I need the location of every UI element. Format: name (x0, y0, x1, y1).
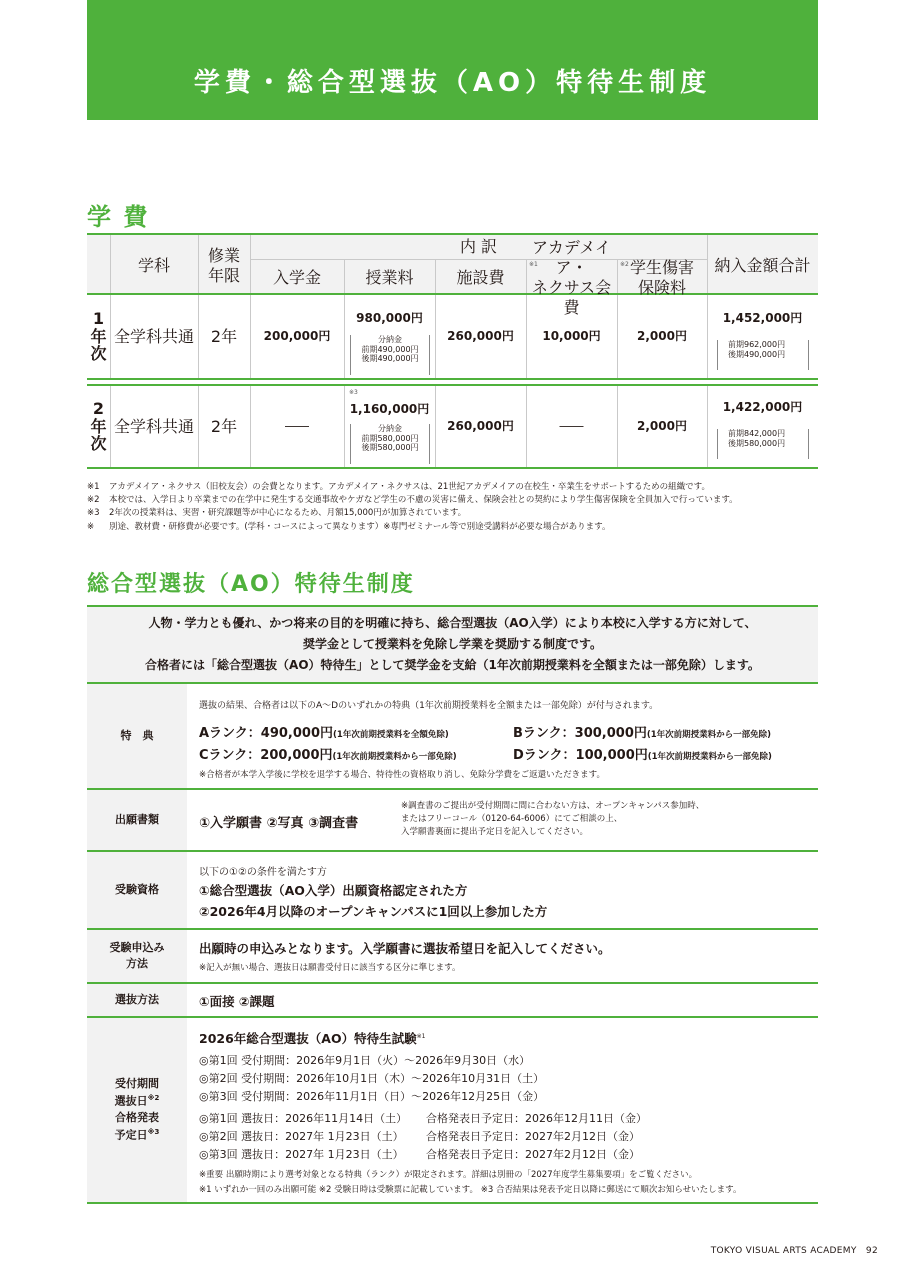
tuition-notes (87, 481, 818, 534)
apply-label: 受験申込み 方法 (87, 930, 187, 982)
years-cell: 2年 (210, 326, 238, 346)
total-installment-note: 前期962,000円 後期490,000円 (717, 340, 809, 370)
page-title: 学費・総合型選抜（AO）特待生制度 (193, 67, 712, 98)
department-cell: 全学科共通 (113, 326, 194, 346)
note-line: ※2 本校では、入学日より卒業までの在学中に発生する交通事故やケガなど学生の不慮の災害に備え、保険会社との契約により学生傷害保険を全員加入で行っています。 (87, 495, 738, 506)
ao-row-schedule (87, 1018, 818, 1204)
facility-cell: 260,000円 (447, 419, 514, 433)
tuition-installment-note: 分納金 前期490,000円 後期490,000円 (350, 335, 430, 375)
tuition-heading: 学 費 (87, 203, 150, 231)
header-admission: 入学金 (272, 268, 321, 287)
schedule-note: ※1 いずれか一回のみ出願可能 ※2 受験日時は受験票に記載しています。 ※3 合否結果は発表予定日以降に郵送にて順次お知らせいたします。 (199, 1185, 742, 1195)
result-date: 合格発表日予定日：2027年2月12日（金） (426, 1130, 640, 1143)
total-cell: 1,422,000円 (722, 399, 803, 414)
selection-date: ◎第1回 選抜日：2026年11月14日（土） (199, 1112, 408, 1125)
year-label: 1 年 次 (90, 309, 107, 364)
academia-cell: 10,000円 (542, 329, 601, 343)
department-cell: 全学科共通 (113, 416, 194, 436)
schedule-title: 2026年総合型選抜（AO）特待生試験$^{※1}$ (199, 1031, 426, 1046)
eligibility-item: ①総合型選抜（AO入学）出願資格認定された方 (199, 883, 468, 898)
documents-note: ※調査書のご提出が受付期間に間に合わない方は、オープンキャンパス参加時、 またはフリーコール（0120-64-6006）にてご相談の上、 入学願書裏面に提出予定日を記入してください。 (401, 801, 705, 838)
total-cell: 1,452,000円 (722, 310, 803, 325)
header-tuition: 授業料 (365, 268, 414, 287)
header-years: 修業 年限 (207, 246, 240, 285)
eligibility-item: ②2026年4月以降のオープンキャンパスに1回以上参加した方 (199, 904, 548, 919)
note-line: ※3 2年次の授業料は、実習・研究課題等が中心になるため、月額15,000円が加算されています。 (87, 508, 467, 519)
admission-cell: ―― (285, 419, 309, 433)
tuition-cell: 1,160,000円 (349, 401, 430, 416)
page-banner (87, 0, 818, 120)
documents-items: ①入学願書 ②写真 ③調査書 (199, 816, 359, 831)
note-line: ※1 アカデメイア・ネクサス（旧校友会）の会費となります。アカデメイア・ネクサスは、21世紀アカデメイアの在校生・卒業生をサポートするための組織です。 (87, 482, 710, 492)
page-footer: TOKYO VISUAL ARTS ACADEMY 92 (710, 1246, 878, 1256)
ao-row-documents (87, 790, 818, 852)
tuition-installment-note: 分納金 前期580,000円 後期580,000円 (350, 424, 430, 464)
rank-d: Dランク：100,000円(1年次前期授業料から一部免除) (513, 748, 772, 763)
reception-period: ◎第2回 受付期間：2026年10月1日（木）～2026年10月31日（土） (199, 1072, 545, 1085)
header-facility: 施設費 (456, 268, 505, 287)
ao-row-method (87, 984, 818, 1018)
reception-period: ◎第3回 受付期間：2026年11月1日（日）～2026年12月25日（金） (199, 1090, 545, 1103)
method-label: 選抜方法 (87, 984, 187, 1016)
admission-cell: 200,000円 (263, 329, 331, 343)
documents-label: 出願書類 (87, 790, 187, 850)
ao-heading: 総合型選抜（AO）特待生制度 (87, 572, 415, 597)
header-breakdown: 内 訳 (459, 237, 498, 256)
tuition-mark: ※3 (349, 389, 358, 396)
academia-cell: ―― (559, 419, 584, 433)
insurance-cell: 2,000円 (637, 329, 687, 343)
schedule-label: 受付期間 選抜日$^{※2}$ 合格発表 予定日$^{※3}$ (87, 1018, 187, 1202)
ao-row-apply (87, 930, 818, 984)
intro-line: 合格者には「総合型選抜（AO）特待生」として奨学金を支給（1年次前期授業料を全額または一部免除）します。 (145, 658, 760, 672)
selection-date: ◎第3回 選抜日：2027年 1月23日（土） (199, 1148, 404, 1161)
tuition-table (87, 233, 818, 454)
rank-a: Aランク：490,000円(1年次前期授業料を全額免除) (199, 726, 449, 741)
tuition-cell: 980,000円 (356, 310, 423, 325)
header-academia: アカデメイア・ ネクサス会費 (531, 238, 612, 317)
insurance-cell: 2,000円 (637, 419, 687, 433)
tuition-table-header (87, 233, 818, 317)
intro-line: 人物・学力とも優れ、かつ将来の目的を明確に持ち、総合型選抜（AO入学）により本校に入学する方に対して、 (148, 616, 757, 630)
benefits-label: 特 典 (87, 684, 187, 788)
apply-note: ※記入が無い場合、選抜日は願書受付日に該当する区分に準じます。 (199, 963, 461, 973)
facility-cell: 260,000円 (447, 329, 514, 343)
reception-period: ◎第1回 受付期間：2026年9月1日（火）～2026年9月30日（水） (199, 1054, 531, 1067)
rank-b: Bランク：300,000円(1年次前期授業料から一部免除) (513, 726, 772, 741)
academia-mark: ※1 (529, 261, 538, 268)
method-text: ①面接 ②課題 (199, 994, 275, 1009)
header-insurance: 学生傷害 保険料 (629, 258, 694, 297)
schedule-note: ※重要 出願時期により選考対象となる特典（ランク）が限定されます。詳細は別冊の「2027年度学生募集要項」をご覧ください。 (199, 1170, 698, 1180)
apply-main: 出願時の申込みとなります。入学願書に選抜希望日を記入してください。 (199, 941, 611, 956)
selection-date: ◎第2回 選抜日：2027年 1月23日（土） (199, 1130, 404, 1143)
insurance-mark: ※2 (620, 261, 629, 268)
ao-intro (87, 605, 818, 684)
result-date: 合格発表日予定日：2027年2月12日（金） (426, 1148, 640, 1161)
rank-c: Cランク：200,000円(1年次前期授業料から一部免除) (199, 748, 457, 763)
ao-row-eligibility (87, 852, 818, 930)
result-date: 合格発表日予定日：2026年12月11日（金） (426, 1112, 647, 1125)
ao-row-benefits (87, 684, 818, 790)
tuition-row-year2 (87, 384, 818, 469)
note-line: ※ 別途、教材費・研修費が必要です。(学科・コースによって異なります）※専門ゼミナール等で別途受講料が必要な場合があります。 (87, 521, 611, 532)
header-department: 学科 (137, 256, 170, 275)
years-cell: 2年 (210, 416, 238, 436)
benefits-lead: 選抜の結果、合格者は以下のA～Dのいずれかの特典（1年次前期授業料を全額または一部免除）が付与されます。 (199, 701, 659, 711)
header-total: 納入金額合計 (714, 256, 811, 275)
year-label: 2 年 次 (90, 399, 107, 454)
benefits-note: ※合格者が本学入学後に学校を退学する場合、特待性の資格取り消し、免除分学費をご返還いただきます。 (199, 770, 605, 780)
eligibility-label: 受験資格 (87, 852, 187, 928)
tuition-row-year1 (87, 295, 818, 380)
total-installment-note: 前期842,000円 後期580,000円 (717, 429, 809, 459)
eligibility-lead: 以下の①②の条件を満たす方 (199, 867, 327, 878)
intro-line: 奨学金として授業料を免除し学業を奨励する制度です。 (302, 637, 603, 651)
